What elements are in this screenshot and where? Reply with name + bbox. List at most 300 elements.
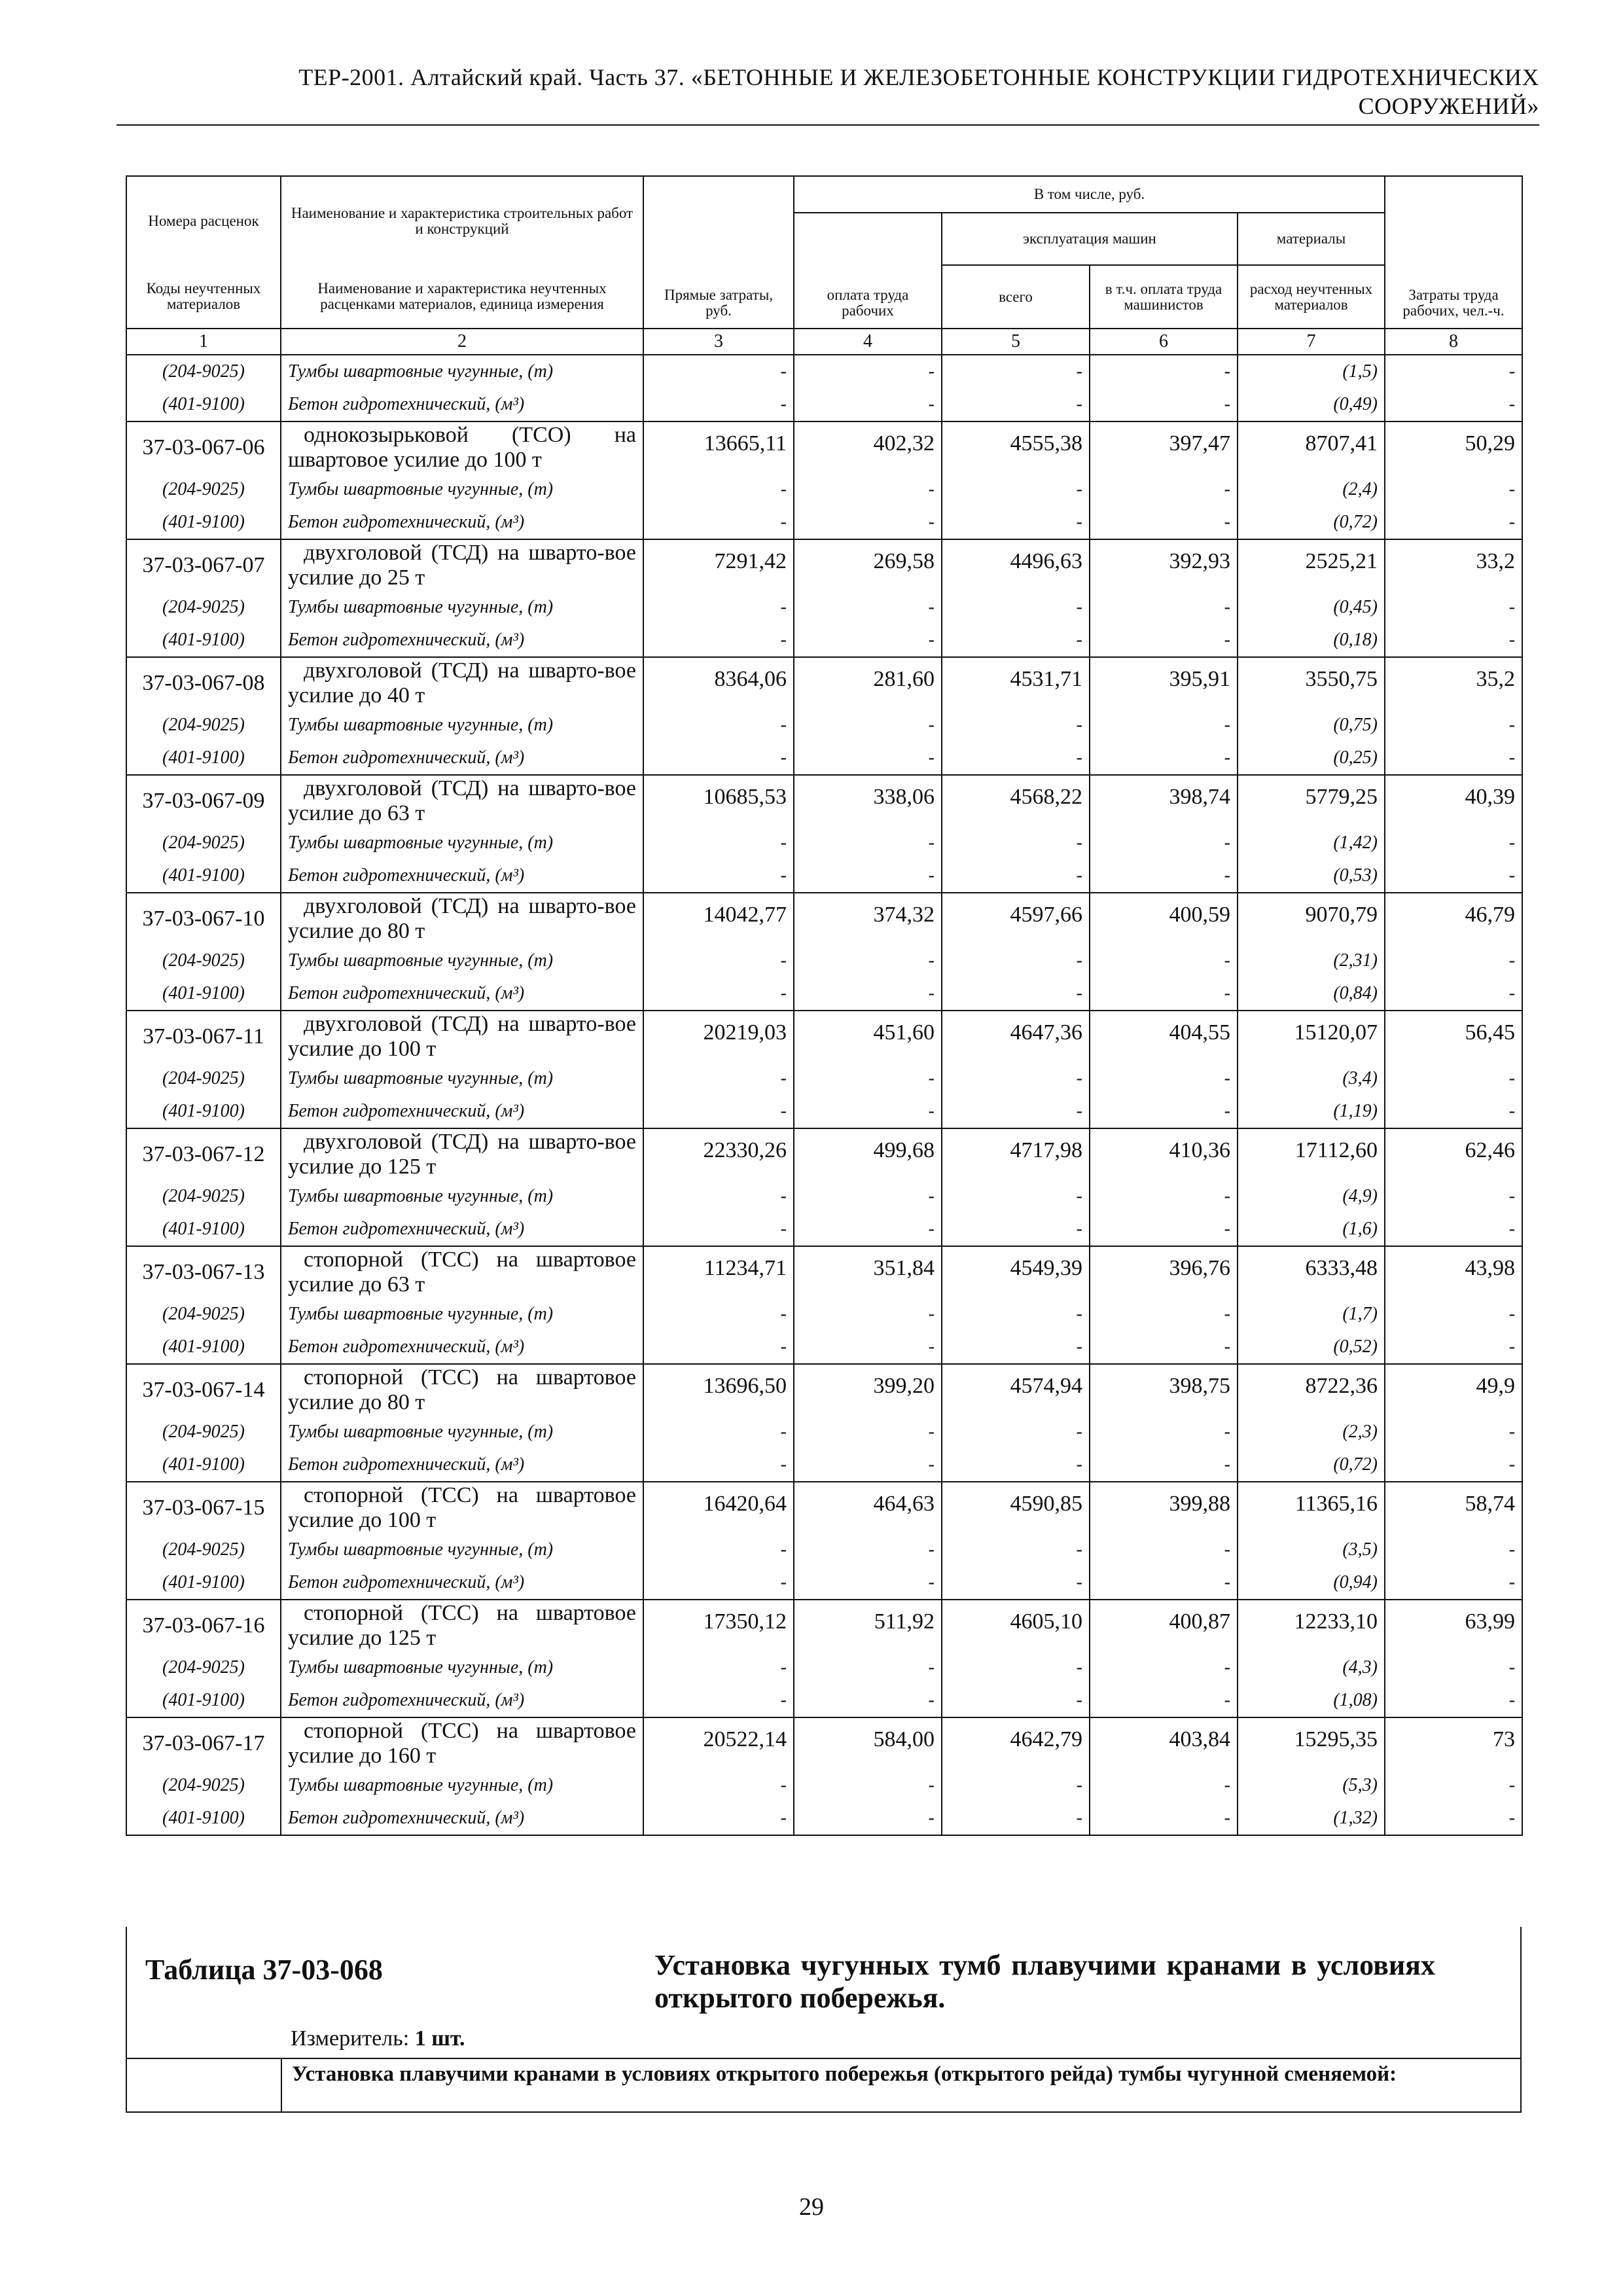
material-code: (401-9100) (126, 859, 281, 893)
labor-hours: - (1385, 506, 1522, 539)
rate-row (126, 1364, 1522, 1416)
work-description: двухголовой (ТСД) на шварто-вое усилие до 125 т (281, 1128, 643, 1180)
direct-cost: - (643, 355, 794, 388)
rate-row (126, 1717, 1522, 1769)
machines-total: 4568,22 (942, 775, 1090, 827)
material-row (126, 388, 1522, 422)
labor-hours: 63,99 (1385, 1600, 1522, 1651)
labor-pay: - (794, 1651, 942, 1684)
material-code: (204-9025) (126, 709, 281, 742)
machines-total: 4496,63 (942, 539, 1090, 591)
labor-pay: - (794, 742, 942, 775)
direct-cost: - (643, 977, 794, 1011)
material-row (126, 355, 1522, 388)
material-row (126, 1331, 1522, 1364)
materials-value: (2,3) (1238, 1416, 1385, 1448)
rate-code: 37-03-067-15 (126, 1482, 281, 1534)
direct-cost: - (643, 1684, 794, 1717)
meter-rule (127, 2058, 1520, 2059)
machines-total: - (942, 624, 1090, 657)
machinists-pay: 400,87 (1090, 1600, 1238, 1651)
materials-value: 15295,35 (1238, 1717, 1385, 1769)
labor-pay: 511,92 (794, 1600, 942, 1651)
labor-hours: - (1385, 1534, 1522, 1566)
machinists-pay: - (1090, 1095, 1238, 1128)
material-code: (204-9025) (126, 1769, 281, 1802)
machines-total: - (942, 591, 1090, 624)
machinists-pay: - (1090, 1331, 1238, 1364)
labor-pay: 281,60 (794, 657, 942, 709)
labor-hours: 56,45 (1385, 1011, 1522, 1062)
col-num: 1 (126, 329, 281, 355)
labor-hours: 35,2 (1385, 657, 1522, 709)
labor-hours: - (1385, 1416, 1522, 1448)
direct-cost: - (643, 1095, 794, 1128)
direct-cost: - (643, 1534, 794, 1566)
machinists-pay: - (1090, 1416, 1238, 1448)
material-row (126, 506, 1522, 539)
material-row (126, 1062, 1522, 1095)
materials-value: (2,4) (1238, 473, 1385, 506)
direct-cost: - (643, 591, 794, 624)
direct-cost: 16420,64 (643, 1482, 794, 1534)
labor-hours: 43,98 (1385, 1246, 1522, 1298)
labor-pay: 338,06 (794, 775, 942, 827)
material-name: Бетон гидротехнический, (м³) (281, 1802, 643, 1835)
labor-pay: - (794, 624, 942, 657)
material-code: (204-9025) (126, 944, 281, 977)
labor-pay: 402,32 (794, 422, 942, 473)
material-code: (401-9100) (126, 1213, 281, 1246)
material-name: Бетон гидротехнический, (м³) (281, 1566, 643, 1600)
machinists-pay: - (1090, 624, 1238, 657)
materials-value: (1,7) (1238, 1298, 1385, 1331)
rate-code: 37-03-067-13 (126, 1246, 281, 1298)
machinists-pay: 403,84 (1090, 1717, 1238, 1769)
meter-value: 1 шт. (414, 2026, 465, 2051)
material-name: Тумбы швартовные чугунные, (т) (281, 709, 643, 742)
install-text: Установка плавучими кранами в условиях открытого побережья (открытого рейда) тумбы чугунной сменяемой: (292, 2062, 1397, 2086)
direct-cost: - (643, 1651, 794, 1684)
labor-pay: - (794, 1534, 942, 1566)
machines-total: 4549,39 (942, 1246, 1090, 1298)
labor-pay: 499,68 (794, 1128, 942, 1180)
machinists-pay: - (1090, 944, 1238, 977)
direct-cost: - (643, 944, 794, 977)
material-name: Тумбы швартовные чугунные, (т) (281, 1651, 643, 1684)
material-name: Тумбы швартовные чугунные, (т) (281, 355, 643, 388)
labor-hours: - (1385, 859, 1522, 893)
next-table-block (126, 1927, 1522, 2113)
materials-value: (1,19) (1238, 1095, 1385, 1128)
direct-cost: 17350,12 (643, 1600, 794, 1651)
labor-hours: 46,79 (1385, 893, 1522, 944)
machinists-pay: - (1090, 591, 1238, 624)
col7-header: расход неучтенных материалов (1238, 265, 1385, 329)
labor-hours: - (1385, 1180, 1522, 1213)
labor-hours: 40,39 (1385, 775, 1522, 827)
materials-value: (1,5) (1238, 355, 1385, 388)
work-description: стопорной (ТСС) на швартовое усилие до 80 т (281, 1364, 643, 1416)
machines-total: - (942, 1769, 1090, 1802)
labor-pay: - (794, 1331, 942, 1364)
col1-bottom-header: Коды неучтенных материалов (126, 265, 281, 329)
material-name: Тумбы швартовные чугунные, (т) (281, 473, 643, 506)
material-row (126, 473, 1522, 506)
material-name: Тумбы швартовные чугунные, (т) (281, 944, 643, 977)
machinists-pay: 397,47 (1090, 422, 1238, 473)
direct-cost: - (643, 624, 794, 657)
material-row (126, 1180, 1522, 1213)
material-code: (401-9100) (126, 1802, 281, 1835)
labor-pay: 584,00 (794, 1717, 942, 1769)
materials-value: (0,18) (1238, 624, 1385, 657)
col-num: 2 (281, 329, 643, 355)
machinists-pay: - (1090, 1566, 1238, 1600)
labor-pay: - (794, 827, 942, 859)
material-row (126, 742, 1522, 775)
materials-value: 6333,48 (1238, 1246, 1385, 1298)
col4-header: оплата труда рабочих (794, 213, 942, 329)
machines-total: 4647,36 (942, 1011, 1090, 1062)
labor-pay: - (794, 355, 942, 388)
machines-total: - (942, 506, 1090, 539)
labor-pay: - (794, 1095, 942, 1128)
material-name: Тумбы швартовные чугунные, (т) (281, 1769, 643, 1802)
labor-hours: - (1385, 1651, 1522, 1684)
col2-bottom-header: Наименование и характеристика неучтенных расценками материалов, единица измерения (281, 265, 643, 329)
direct-cost: - (643, 742, 794, 775)
rate-row (126, 1482, 1522, 1534)
machines-total: - (942, 1684, 1090, 1717)
material-row (126, 859, 1522, 893)
materials-value: (5,3) (1238, 1769, 1385, 1802)
labor-pay: - (794, 1448, 942, 1482)
materials-value: (0,75) (1238, 709, 1385, 742)
meter-label: Измеритель: (291, 2026, 410, 2051)
machinists-pay: - (1090, 1448, 1238, 1482)
materials-value: 8722,36 (1238, 1364, 1385, 1416)
labor-hours: - (1385, 1095, 1522, 1128)
materials-value: (4,9) (1238, 1180, 1385, 1213)
col-num: 6 (1090, 329, 1238, 355)
material-row (126, 1651, 1522, 1684)
direct-cost: - (643, 1180, 794, 1213)
material-code: (401-9100) (126, 388, 281, 422)
rate-row (126, 1246, 1522, 1298)
labor-hours: - (1385, 1213, 1522, 1246)
col2-top-header: Наименование и характеристика строительных работ и конструкций (281, 176, 643, 265)
machinists-pay: 404,55 (1090, 1011, 1238, 1062)
labor-pay: 399,20 (794, 1364, 942, 1416)
work-description: двухголовой (ТСД) на шварто-вое усилие до 40 т (281, 657, 643, 709)
work-description: стопорной (ТСС) на швартовое усилие до 100 т (281, 1482, 643, 1534)
direct-cost: - (643, 1769, 794, 1802)
material-name: Бетон гидротехнический, (м³) (281, 624, 643, 657)
materials-value: 3550,75 (1238, 657, 1385, 709)
labor-pay: 351,84 (794, 1246, 942, 1298)
rate-code: 37-03-067-07 (126, 539, 281, 591)
material-name: Бетон гидротехнический, (м³) (281, 1331, 643, 1364)
labor-hours: 49,9 (1385, 1364, 1522, 1416)
header-line-2: СООРУЖЕНИЙ» (1358, 93, 1539, 119)
material-code: (401-9100) (126, 742, 281, 775)
header-line-1: ТЕР-2001. Алтайский край. Часть 37. «БЕТОННЫЕ И ЖЕЛЕЗОБЕТОННЫЕ КОНСТРУКЦИИ ГИДРОТЕХНИЧЕСКИХ (298, 64, 1539, 90)
direct-cost: 14042,77 (643, 893, 794, 944)
labor-hours: 50,29 (1385, 422, 1522, 473)
labor-pay: 451,60 (794, 1011, 942, 1062)
labor-hours: - (1385, 1062, 1522, 1095)
material-name: Бетон гидротехнический, (м³) (281, 977, 643, 1011)
material-name: Бетон гидротехнический, (м³) (281, 388, 643, 422)
materials-value: (2,31) (1238, 944, 1385, 977)
materials-value: (3,5) (1238, 1534, 1385, 1566)
direct-cost: 10685,53 (643, 775, 794, 827)
rate-code: 37-03-067-08 (126, 657, 281, 709)
rate-row (126, 657, 1522, 709)
materials-value: 11365,16 (1238, 1482, 1385, 1534)
rate-code: 37-03-067-14 (126, 1364, 281, 1416)
labor-hours: - (1385, 1769, 1522, 1802)
labor-hours: - (1385, 473, 1522, 506)
col-num: 5 (942, 329, 1090, 355)
labor-hours: - (1385, 977, 1522, 1011)
labor-hours: - (1385, 1566, 1522, 1600)
col-num: 7 (1238, 329, 1385, 355)
direct-cost: 8364,06 (643, 657, 794, 709)
machinists-pay: - (1090, 506, 1238, 539)
machines-total: 4642,79 (942, 1717, 1090, 1769)
materials-value: (0,49) (1238, 388, 1385, 422)
material-row (126, 1684, 1522, 1717)
labor-pay: - (794, 1416, 942, 1448)
material-code: (401-9100) (126, 506, 281, 539)
table-body (126, 355, 1522, 1835)
col-num: 8 (1385, 329, 1522, 355)
machinists-pay: - (1090, 388, 1238, 422)
labor-pay: - (794, 1684, 942, 1717)
machinists-pay: - (1090, 1651, 1238, 1684)
material-name: Тумбы швартовные чугунные, (т) (281, 1534, 643, 1566)
material-row (126, 1213, 1522, 1246)
labor-hours: - (1385, 388, 1522, 422)
machinists-pay: 399,88 (1090, 1482, 1238, 1534)
rate-code: 37-03-067-16 (126, 1600, 281, 1651)
col8-header: Затраты труда рабочих, чел.-ч. (1385, 176, 1522, 329)
labor-pay: - (794, 977, 942, 1011)
incl-header: В том числе, руб. (794, 176, 1385, 213)
machines-total: - (942, 1331, 1090, 1364)
labor-hours: - (1385, 624, 1522, 657)
materials-value: 17112,60 (1238, 1128, 1385, 1180)
material-name: Тумбы швартовные чугунные, (т) (281, 1180, 643, 1213)
machinists-pay: 395,91 (1090, 657, 1238, 709)
machines-total: - (942, 1534, 1090, 1566)
labor-hours: - (1385, 1331, 1522, 1364)
machines-total: - (942, 1651, 1090, 1684)
material-name: Бетон гидротехнический, (м³) (281, 1448, 643, 1482)
labor-hours: 73 (1385, 1717, 1522, 1769)
labor-pay: 464,63 (794, 1482, 942, 1534)
machinists-pay: - (1090, 1062, 1238, 1095)
direct-cost: - (643, 1298, 794, 1331)
material-code: (204-9025) (126, 827, 281, 859)
material-code: (204-9025) (126, 1298, 281, 1331)
materials-value: (1,08) (1238, 1684, 1385, 1717)
header-rule (116, 124, 1539, 126)
machinists-pay: - (1090, 1769, 1238, 1802)
machines-total: - (942, 1180, 1090, 1213)
materials-value: (0,72) (1238, 506, 1385, 539)
machines-total: - (942, 742, 1090, 775)
machinists-pay: - (1090, 742, 1238, 775)
labor-pay: - (794, 591, 942, 624)
labor-hours: - (1385, 1298, 1522, 1331)
material-code: (204-9025) (126, 1062, 281, 1095)
material-name: Тумбы швартовные чугунные, (т) (281, 1416, 643, 1448)
direct-cost: - (643, 1802, 794, 1835)
material-row (126, 1095, 1522, 1128)
machines-total: - (942, 977, 1090, 1011)
material-row (126, 1802, 1522, 1835)
material-row (126, 624, 1522, 657)
work-description: стопорной (ТСС) на швартовое усилие до 63 т (281, 1246, 643, 1298)
labor-pay: - (794, 388, 942, 422)
col3-header: Прямые затраты, руб. (643, 176, 794, 329)
material-row (126, 709, 1522, 742)
direct-cost: - (643, 506, 794, 539)
machinists-pay: - (1090, 977, 1238, 1011)
direct-cost: - (643, 1062, 794, 1095)
machines-total: - (942, 827, 1090, 859)
material-name: Тумбы швартовные чугунные, (т) (281, 827, 643, 859)
machines-total: - (942, 473, 1090, 506)
machines-total: - (942, 1416, 1090, 1448)
machinists-pay: - (1090, 859, 1238, 893)
machines-total: - (942, 388, 1090, 422)
labor-pay: 374,32 (794, 893, 942, 944)
labor-pay: - (794, 859, 942, 893)
material-name: Тумбы швартовные чугунные, (т) (281, 591, 643, 624)
materials-value: (0,25) (1238, 742, 1385, 775)
material-code: (401-9100) (126, 1331, 281, 1364)
labor-pay: - (794, 473, 942, 506)
labor-pay: - (794, 709, 942, 742)
labor-hours: - (1385, 591, 1522, 624)
machines-total: 4590,85 (942, 1482, 1090, 1534)
material-row (126, 1298, 1522, 1331)
direct-cost: - (643, 388, 794, 422)
table-title: Установка чугунных тумб плавучими кранами в условиях открытого побережья. (654, 1949, 1435, 2014)
material-row (126, 827, 1522, 859)
material-row (126, 1566, 1522, 1600)
col1-top-header: Номера расценок (126, 176, 281, 265)
material-name: Тумбы швартовные чугунные, (т) (281, 1298, 643, 1331)
material-name: Бетон гидротехнический, (м³) (281, 1095, 643, 1128)
material-code: (204-9025) (126, 473, 281, 506)
meter-vrule (281, 2058, 282, 2111)
col-num: 4 (794, 329, 942, 355)
material-row (126, 977, 1522, 1011)
materials-value: (4,3) (1238, 1651, 1385, 1684)
machines-total: - (942, 1062, 1090, 1095)
direct-cost: 13696,50 (643, 1364, 794, 1416)
price-table (126, 175, 1523, 1836)
column-number-row (126, 329, 1522, 355)
direct-cost: - (643, 1448, 794, 1482)
direct-cost: - (643, 1331, 794, 1364)
machines-total: - (942, 1448, 1090, 1482)
material-code: (401-9100) (126, 1566, 281, 1600)
machinists-pay: - (1090, 355, 1238, 388)
labor-pay: - (794, 1298, 942, 1331)
labor-pay: - (794, 1062, 942, 1095)
material-name: Бетон гидротехнический, (м³) (281, 1213, 643, 1246)
labor-hours: - (1385, 742, 1522, 775)
machinists-pay: - (1090, 827, 1238, 859)
machinists-pay: - (1090, 473, 1238, 506)
rate-row (126, 775, 1522, 827)
materials-header: материалы (1238, 213, 1385, 265)
machinists-pay: - (1090, 1298, 1238, 1331)
machines-total: - (942, 1802, 1090, 1835)
material-name: Бетон гидротехнический, (м³) (281, 742, 643, 775)
labor-hours: - (1385, 944, 1522, 977)
labor-hours: 62,46 (1385, 1128, 1522, 1180)
material-name: Бетон гидротехнический, (м³) (281, 1684, 643, 1717)
material-row (126, 944, 1522, 977)
material-name: Тумбы швартовные чугунные, (т) (281, 1062, 643, 1095)
machines-total: - (942, 1095, 1090, 1128)
direct-cost: - (643, 1213, 794, 1246)
labor-pay: - (794, 1180, 942, 1213)
work-description: двухголовой (ТСД) на шварто-вое усилие до 25 т (281, 539, 643, 591)
labor-hours: - (1385, 827, 1522, 859)
rate-code: 37-03-067-10 (126, 893, 281, 944)
materials-value: (3,4) (1238, 1062, 1385, 1095)
col6-header: в т.ч. оплата труда машинистов (1090, 265, 1238, 329)
labor-pay: - (794, 506, 942, 539)
rate-row (126, 422, 1522, 473)
machinists-pay: - (1090, 1213, 1238, 1246)
material-code: (204-9025) (126, 591, 281, 624)
machinists-pay: - (1090, 1534, 1238, 1566)
rate-code: 37-03-067-09 (126, 775, 281, 827)
material-code: (401-9100) (126, 977, 281, 1011)
rate-code: 37-03-067-12 (126, 1128, 281, 1180)
materials-value: (1,32) (1238, 1802, 1385, 1835)
direct-cost: 11234,71 (643, 1246, 794, 1298)
material-row (126, 1416, 1522, 1448)
material-code: (204-9025) (126, 1651, 281, 1684)
work-description: стопорной (ТСС) на швартовое усилие до 125 т (281, 1600, 643, 1651)
direct-cost: - (643, 827, 794, 859)
machinists-pay: 392,93 (1090, 539, 1238, 591)
machines-total: - (942, 1213, 1090, 1246)
work-description: двухголовой (ТСД) на шварто-вое усилие до 63 т (281, 775, 643, 827)
machinists-pay: 398,75 (1090, 1364, 1238, 1416)
machinists-pay: 410,36 (1090, 1128, 1238, 1180)
material-row (126, 591, 1522, 624)
labor-hours: - (1385, 1448, 1522, 1482)
machines-total: - (942, 355, 1090, 388)
labor-hours: 58,74 (1385, 1482, 1522, 1534)
rate-row (126, 1128, 1522, 1180)
material-code: (204-9025) (126, 355, 281, 388)
page-number: 29 (799, 2193, 824, 2221)
material-name: Бетон гидротехнический, (м³) (281, 506, 643, 539)
materials-value: (0,52) (1238, 1331, 1385, 1364)
